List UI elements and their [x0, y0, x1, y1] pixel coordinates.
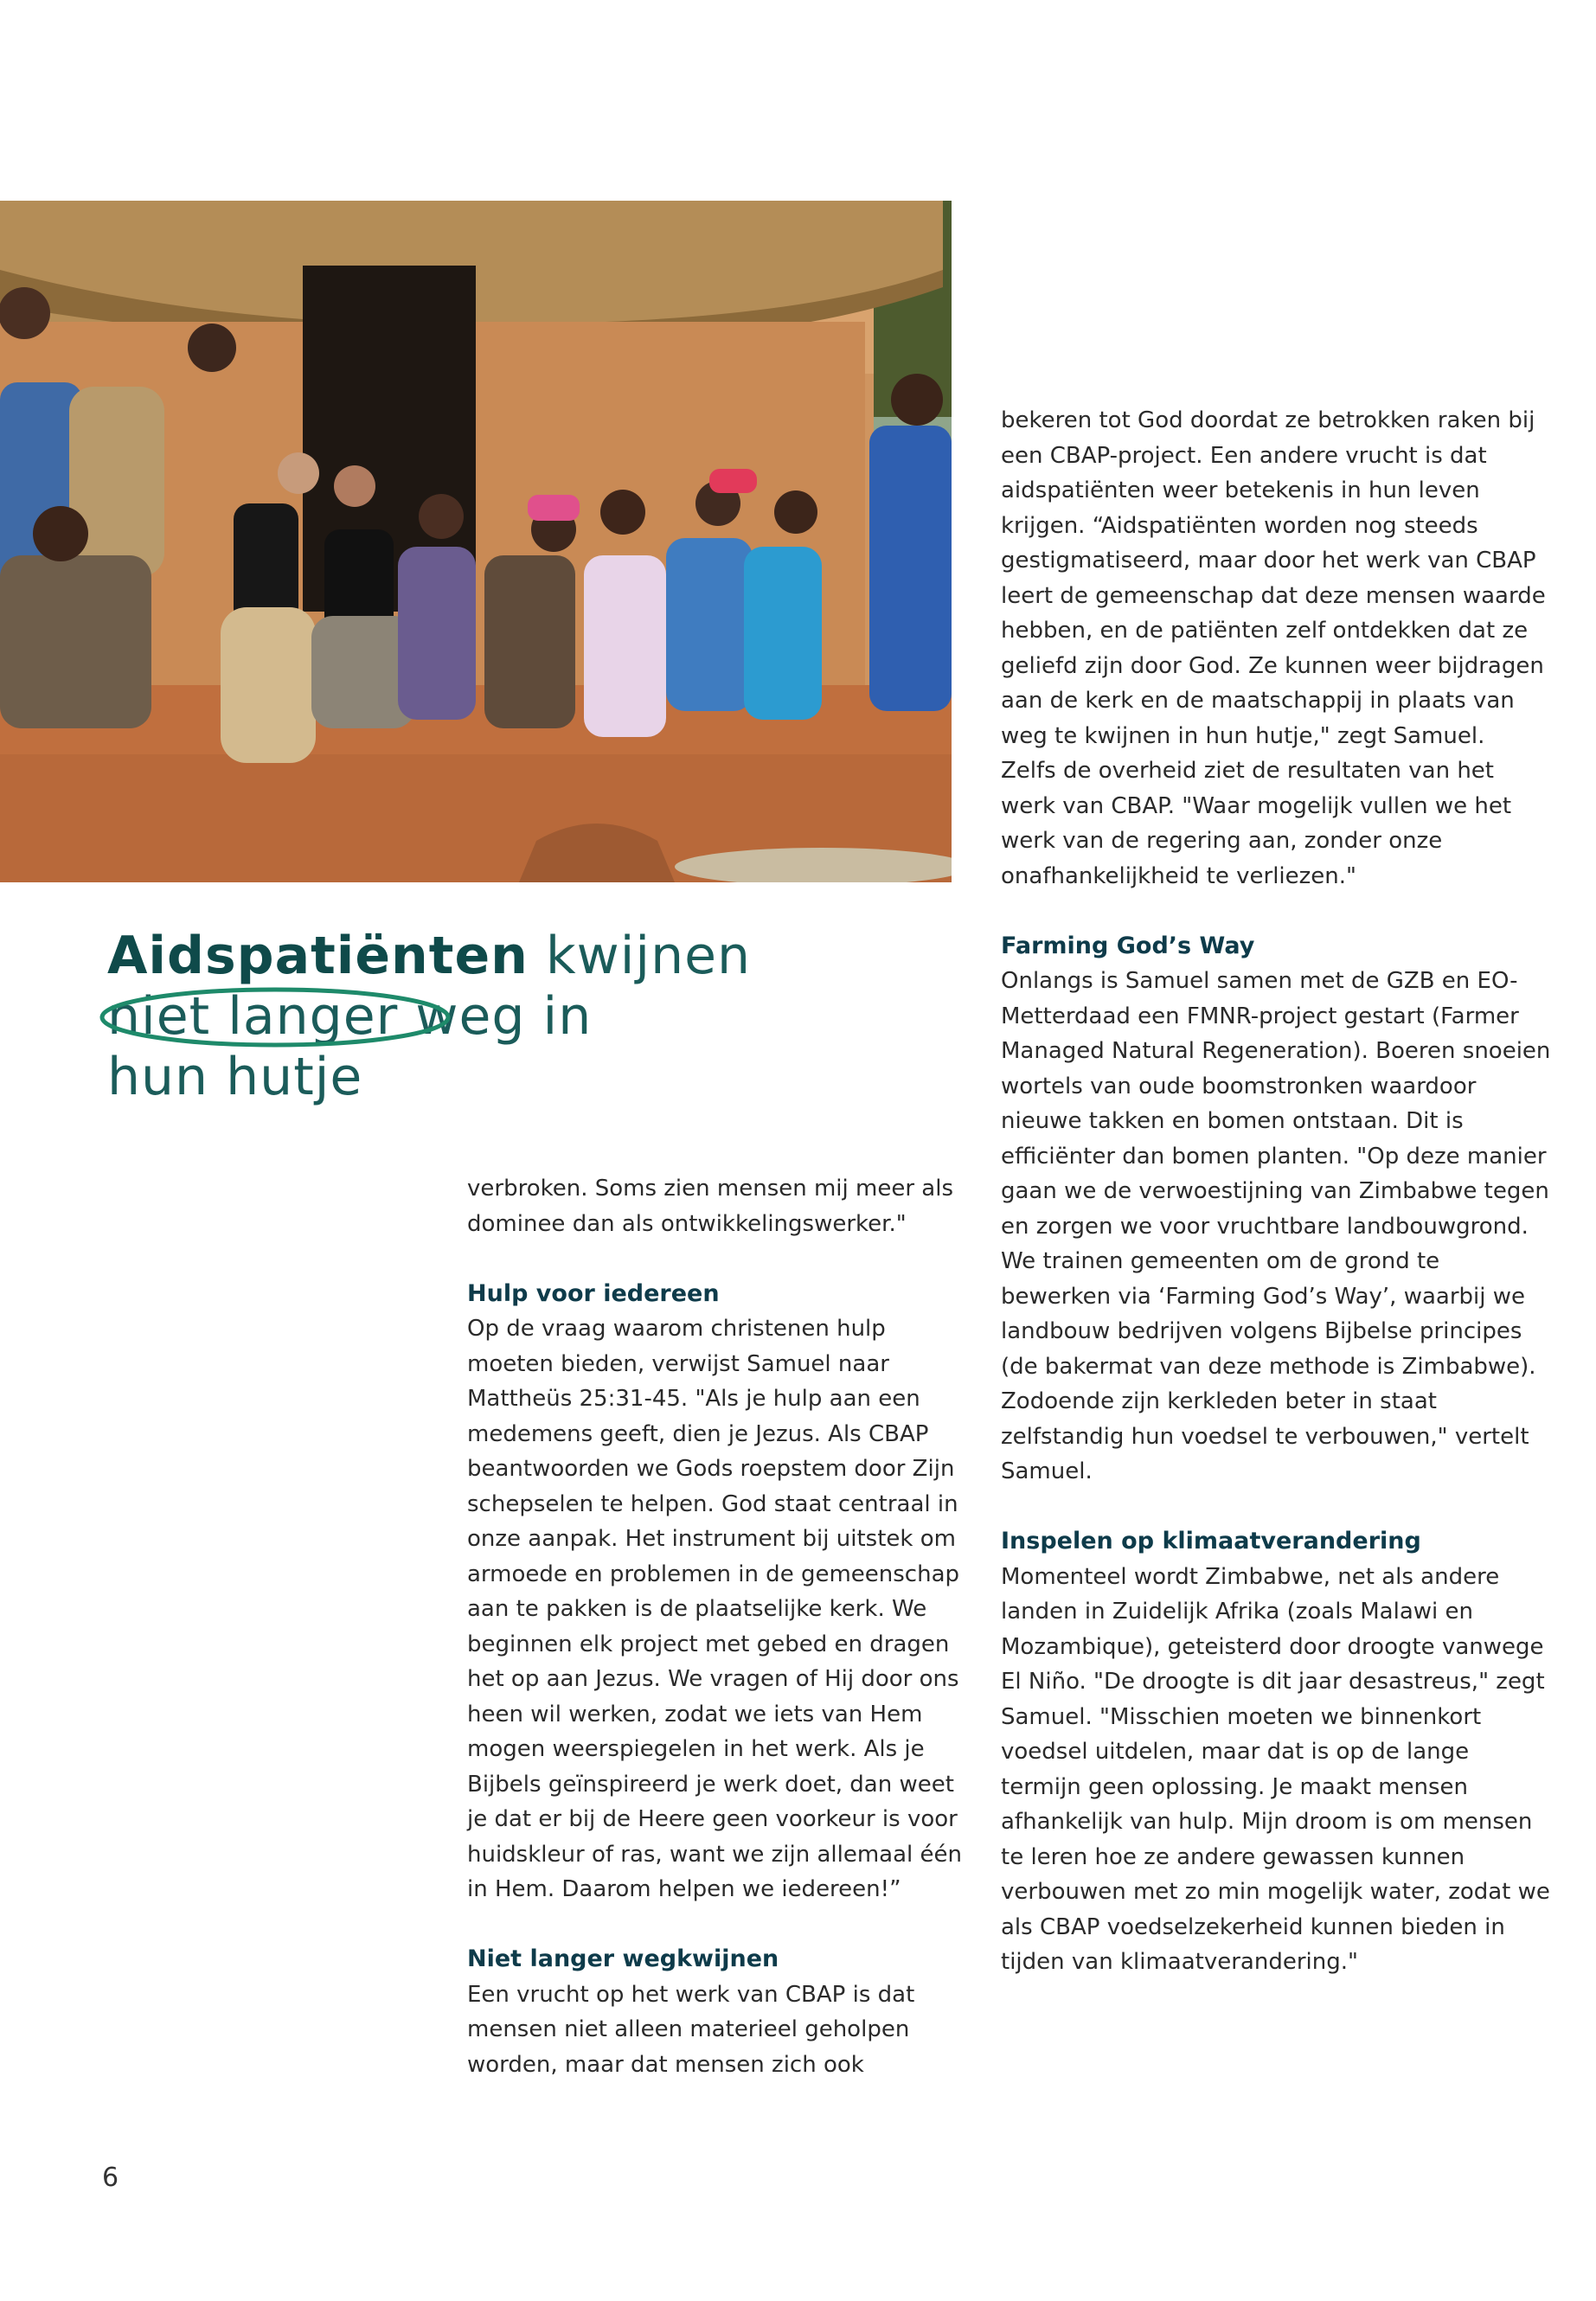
headline-line-1 — [107, 926, 886, 986]
paragraph: Een vrucht op het werk van CBAP is dat mensen niet alleen materieel geholpen worden, maar dat mensen zich ook — [467, 1981, 915, 2078]
article-headline — [107, 926, 886, 1107]
headline-circled-text: niet langer — [107, 986, 399, 1047]
paragraph: verbroken. Soms zien mensen mij meer als dominee dan als ontwikkelingswerker." — [467, 1176, 953, 1237]
headline-bold-word: Aidspatiënten — [107, 926, 529, 986]
subheading-klimaatverandering: Inspelen op klimaatverandering — [1001, 1528, 1421, 1554]
article-column-middle — [467, 1171, 977, 2082]
paragraph: Zelfs de overheid ziet de resultaten van het werk van CBAP. "Waar mogelijk vullen we het werk van de regering aan, zonder onze onafhankelijkheid te verliezen." — [1001, 758, 1512, 889]
subheading-hulp-voor-iedereen: Hulp voor iedereen — [467, 1279, 720, 1307]
hut-photo-illustration — [0, 201, 952, 882]
paragraph: Onlangs is Samuel samen met de GZB en EO-Metterdaad een FMNR-project gestart (Farmer Managed Natural Regeneration). Boeren snoeien wortels van oude boomstronken waardoor nieuwe takken en bomen ontstaan. Dit is efficiënter dan bomen planten. "Op deze manier gaan we de verwoestijning van Zimbabwe tegen en zorgen we voor vruchtbare landbouwgrond. We trainen gemeenten om de grond te bewerken via ‘Farming God’s Way’, waarbij we landbouw bedrijven volgens Bijbelse principes (de bakermat van deze methode is Zimbabwe). Zodoende zijn kerkleden beter in staat zelfstandig hun voedsel te verbouwen," vertelt Samuel. — [1001, 968, 1551, 1484]
paragraph: bekeren tot God doordat ze betrokken raken bij een CBAP-project. Een andere vrucht is dat aidspatiënten weer betekenis in hun leven krijgen. “Aidspatiënten worden nog steeds gestigmatiseerd, maar door het werk van CBAP leert de gemeenschap dat deze mensen waarde hebben, en de patiënten zelf ontdekken dat ze geliefd zijn door God. Ze kunnen weer bijdragen aan de kerk en de maatschappij in plaats van weg te kwijnen in hun hutje," zegt Samuel. — [1001, 407, 1546, 749]
paragraph: Momenteel wordt Zimbabwe, net als andere landen in Zuidelijk Afrika (zoals Malawi en Mozambique), geteisterd door droogte vanwege El Niño. "De droogte is dit jaar desastreus," zegt Samuel. "Misschien moeten we binnenkort voedsel uitdelen, maar dat is op de lange termijn geen oplossing. Je maakt mensen afhankelijk van hulp. Mijn droom is om mensen te leren hoe ze andere gewassen kunnen verbouwen met zo min mogelijk water, zodat we als CBAP voedselzekerheid kunnen bieden in tijden van klimaatverandering." — [1001, 1563, 1550, 1975]
headline-line-3: hun hutje — [107, 1047, 363, 1107]
hero-photo — [0, 201, 952, 882]
paragraph: Op de vraag waarom christenen hulp moeten bieden, verwijst Samuel naar Mattheüs 25:31-45. "Als je hulp aan een medemens geeft, dien je Jezus. Als CBAP beantwoorden we Gods roepstem door Zijn schepselen te helpen. God staat centraal in onze aanpak. Het instrument bij uitstek om armoede en problemen in de gemeenschap aan te pakken is de plaatselijke kerk. We beginnen elk project met gebed en dragen het op aan Jezus. We vragen of Hij door ons heen wil werken, zodat we iets van Hem mogen weerspiegelen in het werk. Als je Bijbels geïnspireerd je werk doet, dan weet je dat er bij de Heere geen voorkeur is voor huidskleur of ras, want we zijn allemaal één in Hem. Daarom helpen we iedereen!” — [467, 1316, 962, 1902]
headline-circled-phrase — [107, 986, 398, 1047]
subheading-niet-langer-wegkwijnen: Niet langer wegkwijnen — [467, 1945, 779, 1972]
page-number: 6 — [102, 2163, 119, 2193]
article-column-right — [1001, 403, 1554, 1980]
headline-rest-2: weg in — [398, 986, 593, 1047]
headline-rest-1: kwijnen — [528, 926, 752, 986]
subheading-farming-gods-way: Farming God’s Way — [1001, 932, 1255, 959]
headline-line-2 — [107, 986, 886, 1047]
